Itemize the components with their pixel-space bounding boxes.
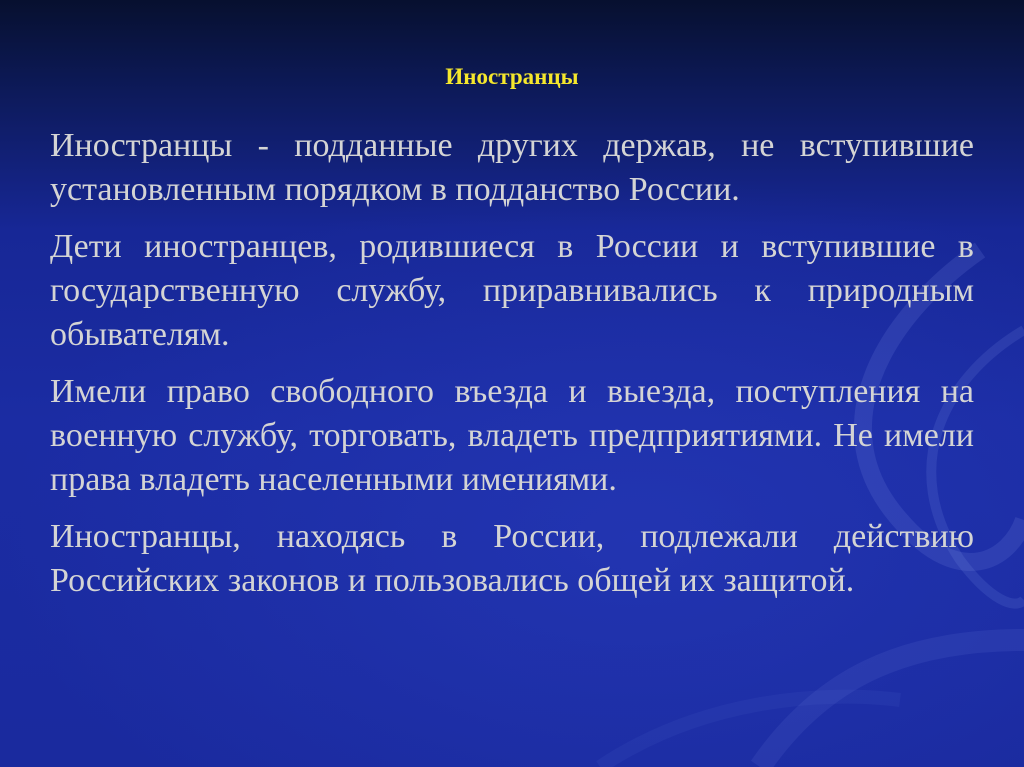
slide-title: Иностранцы — [445, 64, 579, 89]
swirl-line — [600, 697, 900, 767]
paragraph-children: Дети иностранцев, родившиеся в России и вступившие в государственную службу, приравнивались к природным обывателям. — [50, 228, 974, 353]
paragraph-definition: Иностранцы - подданные других держав, не вступившие установленным порядком в подданство России. — [50, 127, 974, 208]
swirl-line — [760, 640, 1024, 767]
paragraph-rights: Имели право свободного въезда и выезда, поступления на военную службу, торговать, владеть предприятиями. Не имели права владеть населенными имениями. — [50, 373, 974, 498]
paragraph-laws: Иностранцы, находясь в России, подлежали действию Российских законов и пользовались общей их защитой. — [50, 518, 974, 599]
slide-body — [50, 124, 974, 616]
